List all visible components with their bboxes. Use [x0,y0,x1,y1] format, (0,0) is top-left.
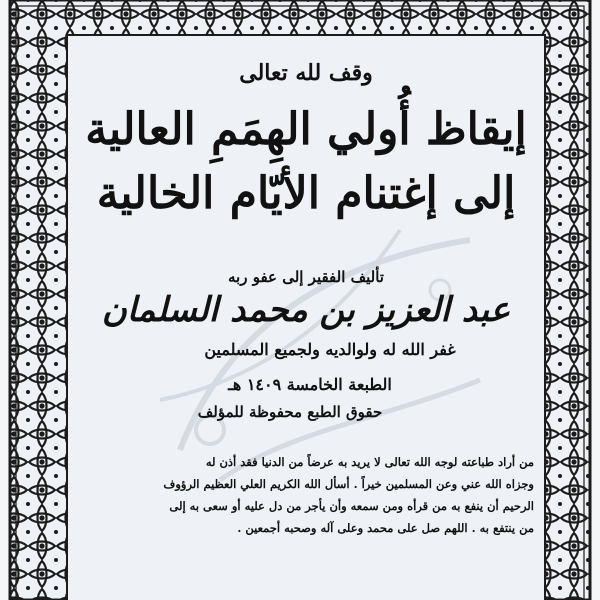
author-name: عبد العزيز بن محمد السلمان [101,290,511,330]
edition-line: الطبعة الخامسة ١٤٠٩ هـ [228,375,392,394]
book-title-line-2: إلى إغتنام الأيّام الخالية [96,168,516,219]
waqf-heading: وقف لله تعالى [239,60,373,86]
closing-paragraph-line: وجزاه الله عني وعن المسلمين خيراً . أسأل الله الكريم العلي العظيم الرؤوف [163,477,534,491]
closing-paragraph-line: من أراد طباعته لوجه الله تعالى لا يريد به عرضاً من الدنيا فقد أذن له [205,455,534,469]
closing-paragraph-line: من ينتفع به . اللهم صل على محمد وعلى آله وصحبه أجمعين . [237,521,534,535]
book-title-line-1: إيقاظ أُولي الهِمَمِ العالية [85,104,527,155]
dua-line: غفر الله له ولوالديه ولجميع المسلمين [204,340,456,359]
copyright-line: حقوق الطبع محفوظة للمؤلف [197,403,383,421]
authored-by-line: تأليف الفقير إلى عفو ربه [228,268,384,286]
closing-paragraph-line: الرحيم أن ينفع به من قرأه ومن سمعه وأن يأجر من دل عليه أو سعى به إلى [169,499,534,513]
